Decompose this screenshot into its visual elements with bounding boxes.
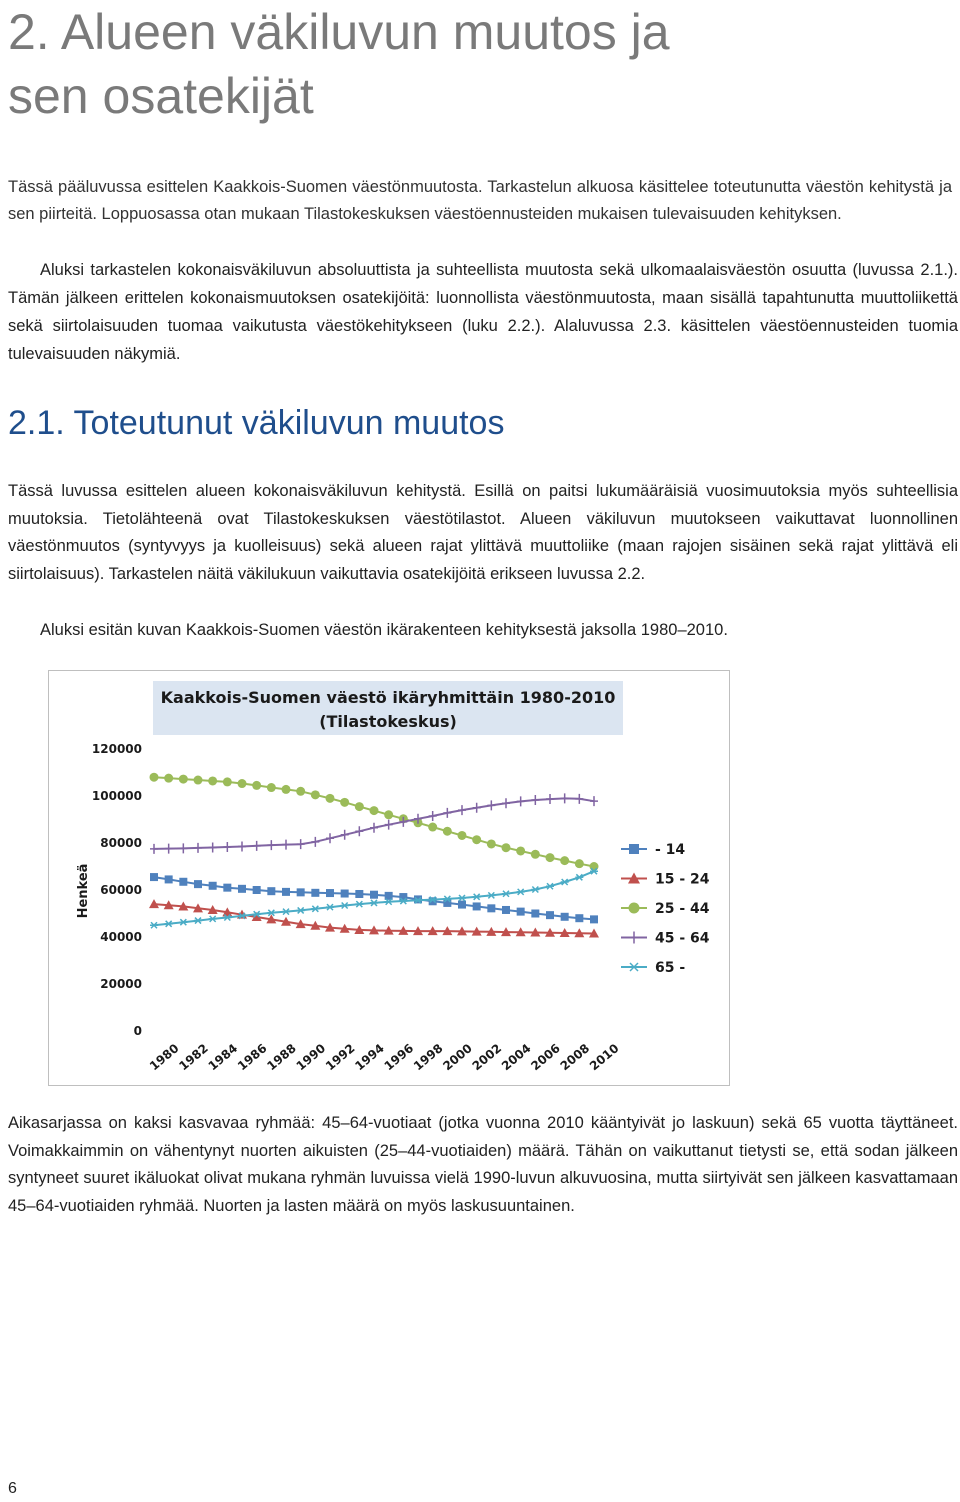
x-tick-label: 2006 <box>528 1041 563 1074</box>
chapter-heading-line-1: 2. Alueen väkiluvun muutos ja <box>8 4 670 60</box>
series-0-point <box>531 910 539 918</box>
series-3-point <box>502 798 510 808</box>
series-2-point <box>267 783 276 792</box>
series-3-point <box>326 833 334 843</box>
series-2-point <box>370 806 379 815</box>
series-4-point <box>561 879 569 885</box>
series-4-point <box>209 916 217 922</box>
series-0-point <box>297 888 305 896</box>
series-2-point <box>575 859 584 868</box>
y-axis-label: Henkeä <box>76 863 91 919</box>
legend-label-2: 25 - 44 <box>655 901 710 917</box>
series-0-point <box>458 901 466 909</box>
series-3-point <box>575 794 583 804</box>
series-0-point <box>355 890 363 898</box>
series-3-point <box>297 839 305 849</box>
series-0-point <box>502 906 510 914</box>
series-2-point <box>531 850 540 859</box>
series-2-point <box>516 846 525 855</box>
series-3-point <box>443 808 451 818</box>
legend-marker-2 <box>629 903 640 914</box>
series-0-point <box>179 878 187 886</box>
legend-marker-3 <box>629 932 639 944</box>
series-4-point <box>297 907 305 913</box>
series-0-point <box>311 889 319 897</box>
y-tick-label: 120000 <box>91 742 142 756</box>
section-paragraph-2: Aluksi esitän kuvan Kaakkois-Suomen väestön ikärakenteen kehityksestä jaksolla 1980–2010. <box>40 621 728 639</box>
series-3-point <box>282 840 290 850</box>
series-3-point <box>194 843 202 853</box>
chapter-heading-line-2: sen osatekijät <box>8 68 314 124</box>
x-tick-label: 2008 <box>557 1041 593 1074</box>
series-2-point <box>252 781 261 790</box>
series-0-point <box>575 914 583 922</box>
series-0-point <box>443 899 451 907</box>
series-3-point <box>209 842 217 852</box>
series-3-point <box>311 837 319 847</box>
series-2-point <box>238 779 247 788</box>
legend-label-3: 45 - 64 <box>655 930 710 947</box>
series-0-point <box>267 887 275 895</box>
series-2-point <box>546 853 555 862</box>
series-line-2 <box>154 777 594 866</box>
series-3-point <box>487 800 495 810</box>
series-0-point <box>326 889 334 897</box>
series-0-point <box>209 882 217 890</box>
series-3-point <box>238 842 246 852</box>
y-tick-label: 20000 <box>100 977 142 991</box>
y-tick-label: 60000 <box>100 883 142 897</box>
series-3-point <box>561 793 569 803</box>
series-3-point <box>165 844 173 854</box>
series-3-point <box>341 830 349 840</box>
x-tick-label: 2000 <box>440 1041 475 1074</box>
series-2-point <box>472 835 481 844</box>
series-3-point <box>473 803 481 813</box>
series-3-point <box>546 794 554 804</box>
series-0-point <box>517 908 525 916</box>
intro-paragraph-1: Tässä pääluvussa esittelen Kaakkois-Suomen väestönmuutosta. Tarkastelun alkuosa käsittelee toteutunutta väestön kehitystä ja sen piirteitä. Loppuosassa otan mukaan Tilastokeskuksen väestöennusteiden mukaisen tulevaisuuden kehityksen. <box>8 178 952 223</box>
series-0-point <box>253 886 261 894</box>
series-4-point <box>517 889 525 895</box>
series-2-point <box>311 790 320 799</box>
y-tick-label: 0 <box>133 1024 142 1038</box>
x-tick-label: 1982 <box>176 1041 211 1074</box>
chart-title: Kaakkois-Suomen väestö ikäryhmittäin 1980-2010 <box>160 688 616 707</box>
y-tick-label: 40000 <box>100 930 142 944</box>
section-paragraph-3: Aikasarjassa on kaksi kasvavaa ryhmää: 45–64-vuotiaat (jotka vuonna 2010 kääntyivät jo laskuun) sekä 65 vuotta täyttäneet. Voimakkaimmin on vähentynyt nuorten aikuisten (25–44-vuotiaiden) määrä. Tähän on vaikuttanut tietysti se, että sodan jälkeen syntyneet suuret ikäluokat olivat mukana ryhmän luvuissa vielä 1990-luvun alkuvuosina, mutta siirtyivät sen jälkeen kasvattamaan 45–64-vuotiaiden ryhmää. Nuorten ja lasten määrä on myös laskusuuntainen. <box>8 1114 958 1215</box>
series-4-point <box>546 883 554 889</box>
series-2-point <box>296 787 305 796</box>
page-number: 6 <box>8 1480 17 1497</box>
series-4-point <box>575 874 583 880</box>
series-0-point <box>150 873 158 881</box>
x-tick-label: 1996 <box>381 1041 417 1074</box>
series-2-point <box>340 798 349 807</box>
x-tick-label: 2010 <box>586 1041 622 1074</box>
series-2-point <box>223 777 232 786</box>
series-2-point <box>179 775 188 784</box>
series-2-point <box>502 843 511 852</box>
series-4-point <box>179 919 187 925</box>
series-4-point <box>282 909 290 915</box>
series-0-point <box>546 911 554 919</box>
series-3-point <box>223 842 231 852</box>
intro-paragraph-2: Aluksi tarkastelen kokonaisväkiluvun absoluuttista ja suhteellista muutosta sekä ulkomaalaisväestön osuutta (luvussa 2.1.). Tämän jälkeen erittelen kokonaismuutoksen osatekijöitä: luonnollista väestönmuutosta, maan sisällä tapahtunutta muuttoliikettä sekä siirtolaisuuden tuomaa vaikutusta väestökehitykseen (luku 2.2.). Alaluvussa 2.3. käsittelen väestöennusteiden tuomia tulevaisuuden näkymiä. <box>8 261 958 363</box>
series-0-point <box>487 904 495 912</box>
series-0-point <box>282 888 290 896</box>
series-0-point <box>370 891 378 899</box>
x-tick-label: 1988 <box>264 1041 299 1074</box>
x-tick-label: 1990 <box>293 1041 329 1074</box>
x-tick-label: 1992 <box>322 1041 358 1074</box>
series-2-point <box>458 831 467 840</box>
legend-label-0: - 14 <box>655 842 686 858</box>
x-tick-label: 2002 <box>469 1041 505 1074</box>
series-4-point <box>458 895 466 901</box>
series-3-point <box>179 843 187 853</box>
series-3-point <box>458 805 466 815</box>
series-4-point <box>165 921 173 927</box>
y-tick-label: 80000 <box>100 836 142 850</box>
series-2-point <box>150 773 159 782</box>
series-4-point <box>487 892 495 898</box>
series-2-point <box>590 862 599 871</box>
x-tick-label: 1986 <box>234 1041 270 1074</box>
series-3-point <box>150 844 158 854</box>
chapter-heading <box>8 0 948 128</box>
series-2-point <box>282 785 291 794</box>
series-4-point <box>355 901 363 907</box>
x-tick-label: 2004 <box>498 1041 534 1074</box>
series-4-point <box>311 906 319 912</box>
series-4-point <box>531 887 539 893</box>
series-3-point <box>355 826 363 836</box>
population-chart <box>48 670 730 1086</box>
series-0-point <box>590 915 598 923</box>
series-2-point <box>443 827 452 836</box>
series-3-point <box>267 840 275 850</box>
series-4-point <box>150 922 158 928</box>
series-3-point <box>429 811 437 821</box>
x-tick-label: 1998 <box>410 1041 446 1074</box>
series-2-point <box>560 856 569 865</box>
series-4-point <box>473 894 481 900</box>
series-0-point <box>341 890 349 898</box>
series-0-point <box>223 884 231 892</box>
series-0-point <box>165 875 173 883</box>
series-4-point <box>341 903 349 909</box>
series-0-point <box>473 902 481 910</box>
chart-subtitle: (Tilastokeskus) <box>319 712 457 731</box>
series-3-point <box>531 795 539 805</box>
series-3-point <box>590 796 598 806</box>
series-4-point <box>326 904 334 910</box>
legend-marker-0 <box>629 844 639 854</box>
series-2-point <box>208 776 217 785</box>
y-tick-label: 100000 <box>91 789 142 803</box>
section-paragraph-1: Tässä luvussa esittelen alueen kokonaisväkiluvun kehitystä. Esillä on paitsi lukumääräisiä vuosimuutoksia myös suhteellisia muutoksia. Tietolähteenä ovat Tilastokeskuksen väestötilastot. Alueen väkiluvun muutokseen vaikuttavat luonnollinen väestönmuutos (syntyvyys ja kuolleisuus) sekä alueen rajat ylittävä muuttoliike (maan rajojen sisäinen sekä rajat ylittävä eli siirtolaisuus). Tarkastelen näitä väkilukuun vaikuttavia osatekijöitä erikseen luvussa 2.2. <box>8 482 958 583</box>
legend-label-4: 65 - <box>655 960 686 976</box>
series-2-point <box>326 794 335 803</box>
section-heading: 2.1. Toteutunut väkiluvun muutos <box>8 404 505 442</box>
series-2-point <box>384 810 393 819</box>
series-3-point <box>385 820 393 830</box>
series-2-point <box>428 823 437 832</box>
series-0-point <box>238 885 246 893</box>
x-tick-label: 1984 <box>205 1041 241 1074</box>
series-2-point <box>487 839 496 848</box>
series-3-point <box>370 823 378 833</box>
series-0-point <box>561 913 569 921</box>
series-2-point <box>194 776 203 785</box>
series-3-point <box>517 796 525 806</box>
series-2-point <box>355 802 364 811</box>
legend-label-1: 15 - 24 <box>655 871 710 888</box>
legend-marker-4 <box>629 963 639 971</box>
series-4-point <box>370 900 378 906</box>
x-tick-label: 1994 <box>352 1041 387 1074</box>
chart-svg <box>49 671 729 1085</box>
x-tick-label: 1980 <box>146 1041 182 1074</box>
series-4-point <box>194 918 202 924</box>
series-2-point <box>164 774 173 783</box>
series-3-point <box>253 841 261 851</box>
series-4-point <box>502 891 510 897</box>
series-0-point <box>399 893 407 901</box>
series-0-point <box>194 880 202 888</box>
